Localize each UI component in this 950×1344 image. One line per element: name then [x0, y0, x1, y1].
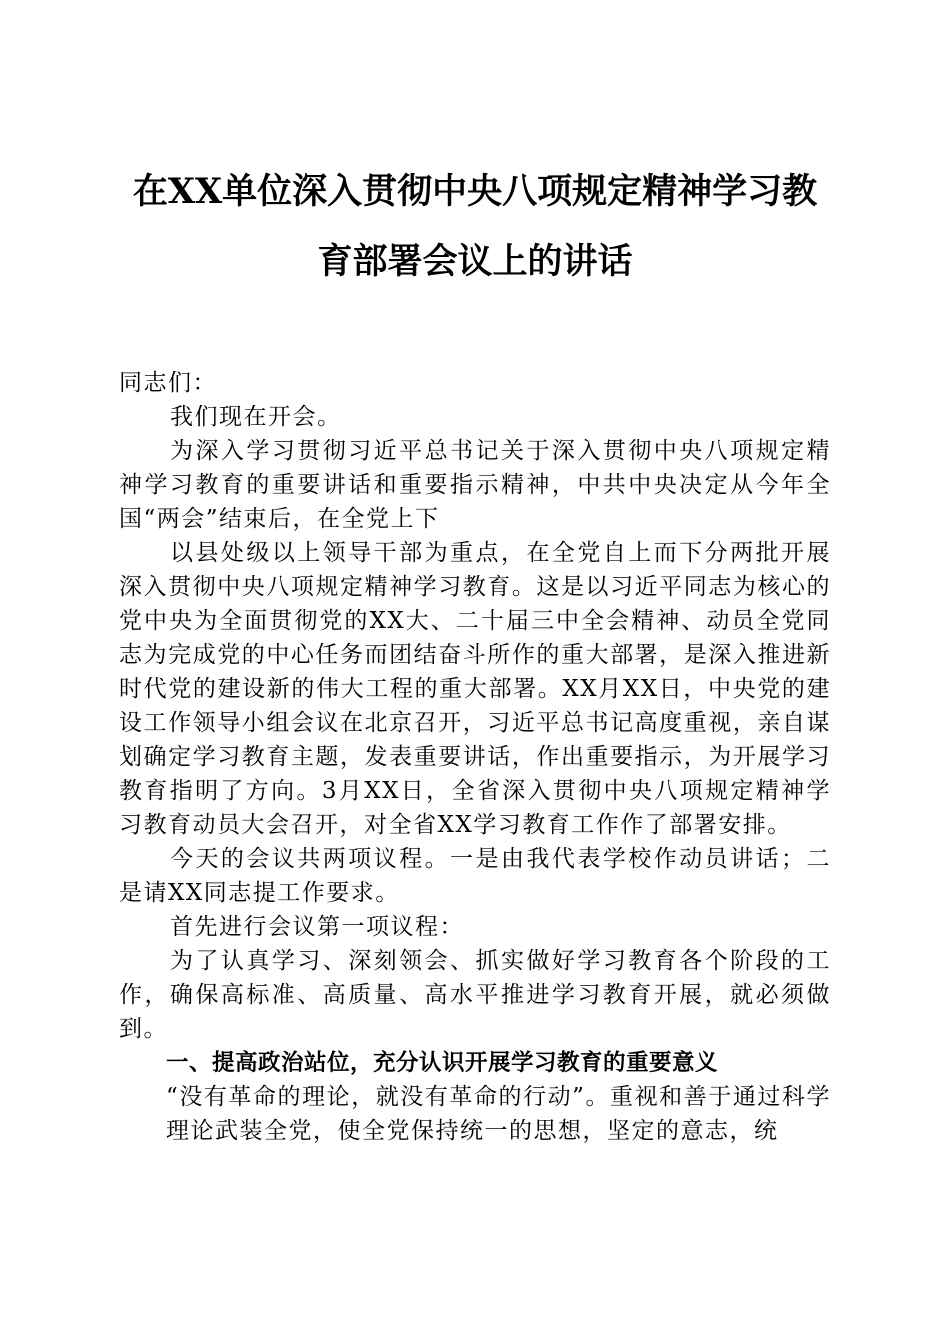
paragraph-deployment: 以县处级以上领导干部为重点，在全党自上而下分两批开展深入贯彻中央八项规定精神学习教育。这是以习近平同志为核心的党中央为全面贯彻党的XX大、二十届三中全会精神、动员全党同志为完成党的中心任务而团结奋斗所作的重大部署，是深入推进新时代党的建设新的伟大工程的重大部署。XX月XX日，中央党的建设工作领导小组会议在北京召开，习近平总书记高度重视，亲自谋划确定学习教育主题，发表重要讲话，作出重要指示，为开展学习教育指明了方向。3月XX日，全省深入贯彻中央八项规定精神学习教育动员大会召开，对全省XX学习教育工作作了部署安排。: [119, 540, 831, 838]
paragraph-opening: 我们现在开会。: [170, 404, 342, 430]
document-body: [119, 366, 831, 1148]
paragraph-quote: “没有革命的理论，就没有革命的行动”。重视和善于通过科学理论武装全党，使全党保持统一的思想，坚定的意志，统: [166, 1084, 831, 1144]
paragraph-first-item: 首先进行会议第一项议程：: [170, 914, 464, 940]
document-title-line-1: 在XX单位深入贯彻中央八项规定精神学习教: [132, 171, 818, 212]
paragraph-agenda: 今天的会议共两项议程。一是由我代表学校作动员讲话；二是请XX同志提工作要求。: [119, 846, 831, 906]
paragraph-background: 为深入学习贯彻习近平总书记关于深入贯彻中央八项规定精神学习教育的重要讲话和重要指示精神，中共中央决定从今年全国“两会”结束后，在全党上下: [119, 438, 831, 532]
paragraph-requirements: 为了认真学习、深刻领会、抓实做好学习教育各个阶段的工作，确保高标准、高质量、高水平推进学习教育开展，就必须做到。: [119, 948, 831, 1042]
document-title-line-2: 育部署会议上的讲话: [317, 241, 633, 282]
salutation: 同志们：: [119, 370, 217, 396]
section-heading: 一、提高政治站位，充分认识开展学习教育的重要意义: [166, 1050, 719, 1076]
